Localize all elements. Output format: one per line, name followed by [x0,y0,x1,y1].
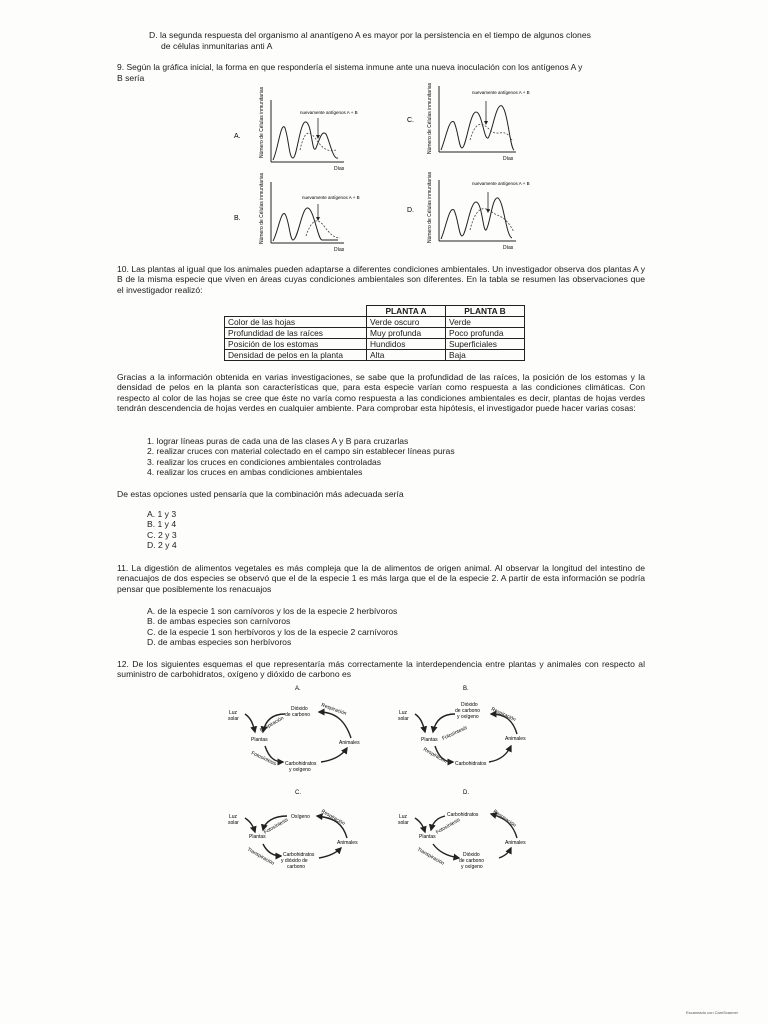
graph-b-annotation: nuevamente antígenos A + B [302,195,360,200]
graph-a-annotation: nuevamente antígenos A + B [300,110,358,115]
graph-d-letter: D. [407,207,414,214]
diagram-resp-left: Respiración [422,746,448,765]
table-cell: Posición de los estomas [225,339,367,350]
graph-b [234,172,360,253]
graph-c [407,82,530,162]
table-cell: Profundidad de las raíces [225,328,367,339]
diagram-top-label: Oxígeno [291,814,310,820]
diagram-resp-left: Transpiración [416,846,446,867]
graph-c-curve-solid [441,106,514,150]
diagram-bottom-label: Dióxido [463,852,480,858]
list-item: 3. realizar los cruces en condiciones ambientales controladas [147,456,382,467]
diagram-foto: Fotosíntesis [435,817,462,836]
table-cell: Poco profunda [446,328,525,339]
graph-a [234,86,358,172]
table-cell: Superficiales [446,339,525,350]
q11-intro: 11. La digestión de alimentos vegetales es más compleja que la de alimentos de origen animal. Al observar la longitud del intestino de renacuajos de dos especies se observó que el de la especie 1 es más larga que el de la especie 2. A partir de esta información se podría pensar que posiblemente los renacuajos [117,563,645,594]
table-row [225,328,525,339]
observations-table [224,305,525,361]
table-cell: Baja [446,350,525,361]
q10-options [147,509,177,551]
graph-c-ylabel: Número de Células inmunitarias [427,82,433,154]
diagram-letter: B. [463,686,469,692]
table-row [225,350,525,361]
diagram-b [398,686,526,767]
diagram-bottom-label: de carbono [459,858,485,864]
table-cell: Densidad de pelos en la planta [225,350,367,361]
diagram-animales: Animales [505,840,526,846]
graph-b-ylabel: Número de Células inmunitarias [259,172,265,244]
diagram-top-label: Carbohidratos [447,812,479,818]
q12-diagrams [0,680,768,880]
diagram-top-label: Dióxido [461,702,478,708]
graph-a-curve-solid [273,122,338,160]
diagram-solar: solar [398,820,409,826]
answer-option: C. de la especie 1 son herbívoros y los de la especie 2 carnívoros [147,626,398,637]
q8-option-d-line2: de células inmunitarias anti A [161,41,273,51]
diagram-resp-left: Transpiración [246,846,276,867]
diagram-bottom-label: carbono [287,864,306,870]
table-cell: Alta [367,350,446,361]
table-header-cell: PLANTA A [367,306,446,317]
table-header-row [225,306,525,317]
diagram-bottom-label: y oxígeno [289,767,311,773]
q10-intro: 10. Las plantas al igual que los animales pueden adaptarse a diferentes condiciones ambientales. Un investigador observa dos plantas A y B de la misma especie que viven en áreas cuyas condiciones ambientales son diferentes. En la tabla se resumen las observaciones que el investigador realizó: [117,264,645,295]
graph-a-xlabel: Días [334,166,345,172]
diagram-resp-left: Respiración [259,715,285,734]
table-row [225,339,525,350]
diagram-bottom-label: y oxígeno [461,864,483,870]
q9-text-line2: B sería [117,73,145,83]
diagram-bottom-label: Carbohidratos [455,761,487,767]
q10-question: De estas opciones usted pensaría que la combinación más adecuada sería [117,489,404,499]
answer-option: D. de ambas especies son herbívoros [147,637,292,648]
diagram-top-label: y oxígeno [457,714,479,720]
diagram-plantas: Plantas [419,834,436,840]
diagram-resp-top: Respiración [491,808,517,829]
graph-d-annotation: nuevamente antígenos A + B [472,181,530,186]
table-cell: Verde oscuro [367,317,446,328]
q9-text-line1: 9. Según la gráfica inicial, la forma en que respondería el sistema inmune ante una nueva inoculación con los antígenos A y [117,62,583,72]
diagram-plantas: Plantas [421,737,438,743]
answer-option: C. 2 y 3 [147,529,177,540]
table-header-cell: PLANTA B [446,306,525,317]
diagram-foto: Fotosíntesis [441,724,469,742]
diagram-animales: Animales [505,736,526,742]
graph-b-curve-dashed [306,221,340,238]
diagram-animales: Animales [339,740,360,746]
diagram-letter: D. [463,790,469,796]
diagram-resp-top: Respiración [490,706,517,723]
q11-options [147,606,398,648]
diagram-top-label: de carbono [285,712,311,718]
q8-option-d-line1: la segunda respuesta del organismo al anantígeno A es mayor por la persistencia en el tiempo de algunos clones [159,30,591,40]
diagram-solar: solar [398,716,409,722]
list-item: 1. lograr líneas puras de cada una de las clases A y B para cruzarlas [147,436,409,446]
diagram-bottom-label: Carbohidratos [283,852,315,858]
diagram-bottom-label: Carbohidratos [285,761,317,767]
diagram-top-label: de carbono [455,708,481,714]
answer-option: A. 1 y 3 [147,509,177,519]
graph-d-xlabel: Días [503,245,514,251]
diagram-c [228,790,358,870]
q10-steps [147,436,455,478]
diagram-plantas: Plantas [251,737,268,743]
graph-c-xlabel: Días [503,156,514,162]
q12-intro: 12. De los siguientes esquemas el que representaría más correctamente la interdependencia entre plantas y animales con respecto al suministro de carbohidratos, oxígeno y dióxido de carbono es [117,659,645,680]
diagram-resp-top: Respiración [320,702,348,717]
table-header-cell [225,306,367,317]
diagram-d [398,790,526,870]
diagram-plantas: Plantas [249,834,266,840]
diagram-animales: Animales [337,840,358,846]
table-cell: Color de las hojas [225,317,367,328]
diagram-luz: Luz [399,814,408,820]
diagram-letter: C. [295,790,301,796]
diagram-top-label: Dióxido [291,706,308,712]
graph-d [407,171,530,251]
diagram-luz: Luz [229,710,238,716]
diagram-luz: Luz [229,814,238,820]
graph-d-curve-solid [441,198,512,239]
graph-b-xlabel: Días [334,247,345,253]
graph-a-letter: A. [234,133,241,140]
table-cell: Muy profunda [367,328,446,339]
q10-paragraph: Gracias a la información obtenida en varias investigaciones, se sabe que la profundidad de las raíces, la posición de los estomas y la densidad de pelos en la planta son características que, para esta especie varían como respuesta a las condiciones climáticas. Con respecto al color de las hojas se cree que éste no varía como respuesta a las condiciones ambientales es decir, plantas de hojas verdes tendrán descendencia de hojas verdes en cualquier ambiente. Para comprobar esta hipótesis, el investigador puede hacer varias cosas: [117,372,645,414]
list-item: 2. realizar cruces con material colectado en el campo sin establecer líneas puras [147,446,455,457]
table-cell: Hundidos [367,339,446,350]
table-cell: Verde [446,317,525,328]
scanner-footer: Escaneado con CamScanner [685,1009,738,1015]
diagram-bottom-label: y dióxido de [281,858,308,864]
graph-b-curve-solid [273,208,338,241]
diagram-solar: solar [228,716,239,722]
answer-option: A. de la especie 1 son carnívoros y los de la especie 2 herbívoros [147,606,398,616]
graph-d-ylabel: Número de Células inmunitarias [427,171,433,243]
diagram-foto: Fotosíntesis [250,750,278,768]
diagram-luz: Luz [399,710,408,716]
diagram-foto: Fotosíntesis [263,817,290,836]
table-row [225,317,525,328]
answer-option: B. 1 y 4 [147,519,177,530]
diagram-resp-top: Respiración [320,808,346,827]
diagram-a [228,686,360,773]
q9-graphs [0,0,768,260]
graph-a-ylabel: Número de Células inmunitarias [259,86,265,158]
diagram-letter: A. [295,686,301,692]
diagram-solar: solar [228,820,239,826]
answer-option: D. 2 y 4 [147,540,177,551]
graph-c-annotation: nuevamente antígenos A + B [472,90,530,95]
answer-option: B. de ambas especies son carnívoros [147,616,291,627]
list-item: 4. realizar los cruces en ambas condiciones ambientales [147,467,363,478]
graph-c-letter: C. [407,117,414,124]
graph-b-letter: B. [234,215,241,222]
q8-option-d-letter: D. [149,30,158,40]
